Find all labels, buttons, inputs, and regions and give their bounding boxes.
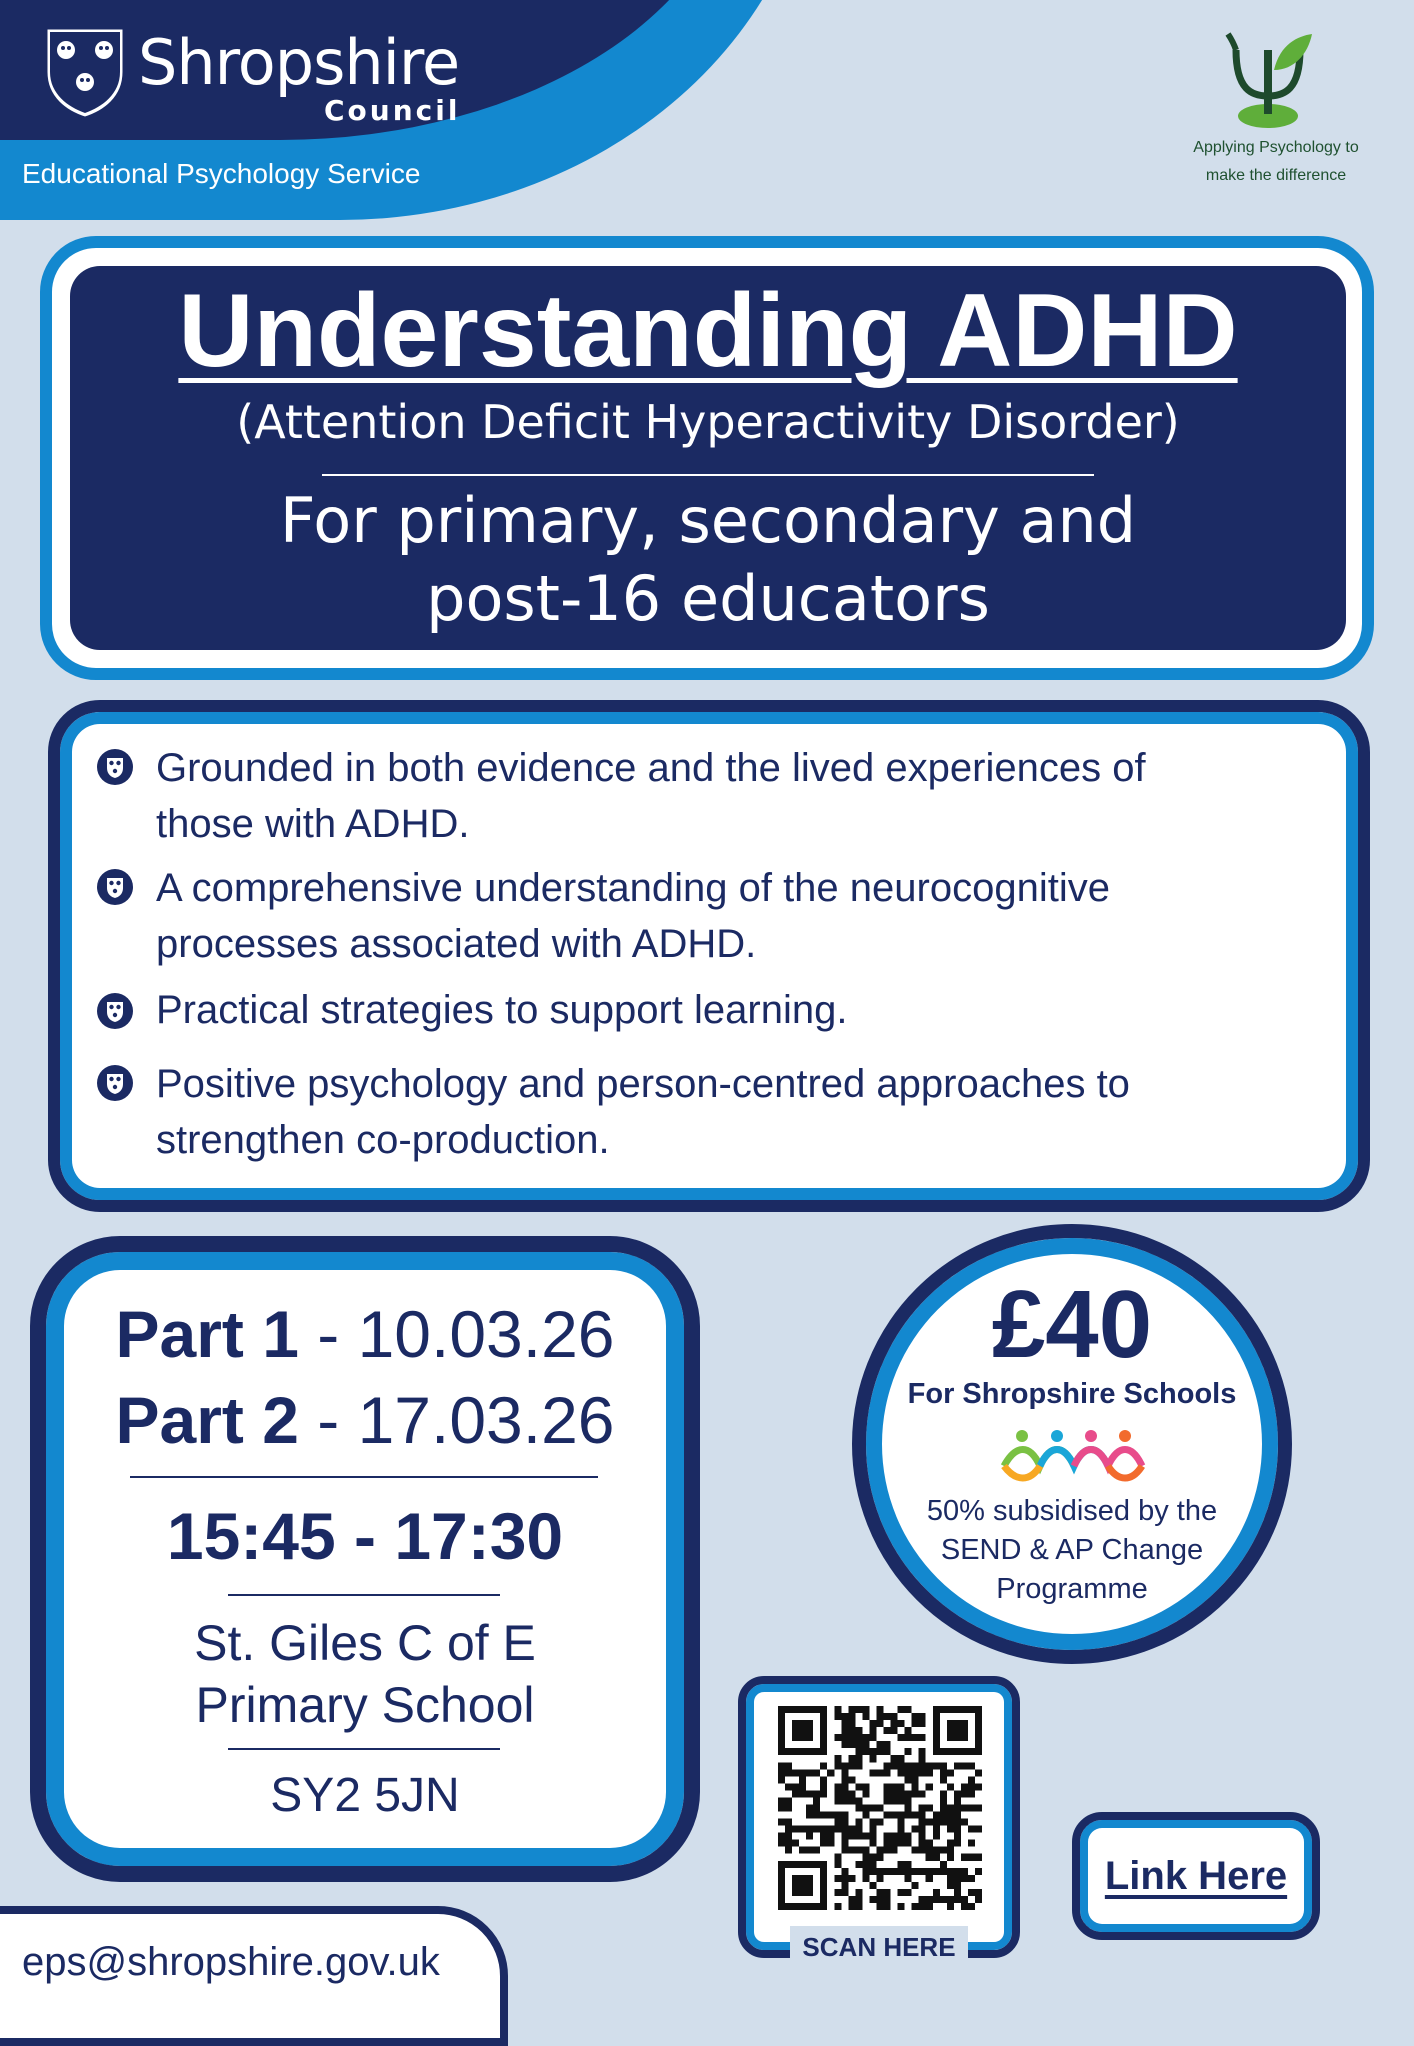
- price-audience: For Shropshire Schools: [907, 1378, 1237, 1410]
- send-ap-people-icon: [996, 1424, 1146, 1484]
- point-2-line-2: processes associated with ADHD.: [156, 922, 757, 966]
- point-4-line-2: strengthen co-production.: [156, 1118, 610, 1162]
- details-divider: [130, 1476, 598, 1478]
- part-1-date: - 10.03.26: [298, 1297, 615, 1371]
- psi-leaf-icon: [1222, 30, 1314, 134]
- logo-tagline: [1176, 134, 1376, 190]
- title-divider: [322, 474, 1094, 476]
- audience-line-2: post-16 educators: [426, 562, 990, 635]
- page-title: Understanding ADHD: [178, 273, 1238, 389]
- subsidy-line-1: 50% subsidised by the: [926, 1495, 1218, 1527]
- part-2-label: Part 2: [115, 1383, 299, 1457]
- audience-text: [70, 482, 1346, 638]
- point-3-line-1: Practical strategies to support learning.: [156, 988, 848, 1032]
- point-1-line-1: Grounded in both evidence and the lived experiences of: [156, 746, 1146, 790]
- list-item: [156, 860, 1336, 972]
- part-2-date: - 17.03.26: [298, 1383, 615, 1457]
- tagline-line-2: make the difference: [1205, 167, 1347, 184]
- qr-code-icon[interactable]: [778, 1706, 982, 1910]
- subsidy-line-2: SEND & AP Change: [940, 1534, 1204, 1566]
- qr-caption: SCAN HERE: [790, 1926, 968, 1968]
- council-subtitle: Council: [324, 94, 461, 127]
- list-item: [156, 1056, 1336, 1168]
- price-amount: £40: [991, 1271, 1153, 1378]
- venue-line-2: Primary School: [195, 1677, 535, 1733]
- crest-bullet-icon: [96, 992, 134, 1030]
- crest-bullet-icon: [96, 1064, 134, 1102]
- title-subtitle: (Attention Deficit Hyperactivity Disorder): [236, 395, 1180, 449]
- list-item: [156, 982, 1336, 1038]
- contact-email[interactable]: eps@shropshire.gov.uk: [22, 1940, 440, 1984]
- shropshire-crest-icon: [42, 24, 128, 120]
- session-time: 15:45 - 17:30: [166, 1499, 564, 1573]
- crest-bullet-icon: [96, 748, 134, 786]
- part-2-line: [30, 1382, 700, 1458]
- point-4-line-1: Positive psychology and person-centred approaches to: [156, 1062, 1130, 1106]
- tagline-line-1: Applying Psychology to: [1193, 139, 1359, 156]
- subsidy-note: [900, 1492, 1244, 1609]
- postcode: SY2 5JN: [270, 1769, 460, 1822]
- list-item: [156, 740, 1336, 852]
- venue: [30, 1612, 700, 1736]
- part-1-line: [30, 1296, 700, 1372]
- point-2-line-1: A comprehensive understanding of the neurocognitive: [156, 866, 1110, 910]
- register-link-button[interactable]: Link Here: [1072, 1812, 1320, 1940]
- subsidy-line-3: Programme: [996, 1573, 1148, 1605]
- venue-line-1: St. Giles C of E: [194, 1615, 536, 1671]
- council-name: Shropshire: [138, 26, 460, 99]
- details-divider: [228, 1748, 500, 1750]
- point-1-line-2: those with ADHD.: [156, 802, 470, 846]
- crest-bullet-icon: [96, 868, 134, 906]
- audience-line-1: For primary, secondary and: [279, 484, 1137, 557]
- service-name: Educational Psychology Service: [22, 158, 421, 189]
- part-1-label: Part 1: [115, 1297, 299, 1371]
- details-divider: [228, 1594, 500, 1596]
